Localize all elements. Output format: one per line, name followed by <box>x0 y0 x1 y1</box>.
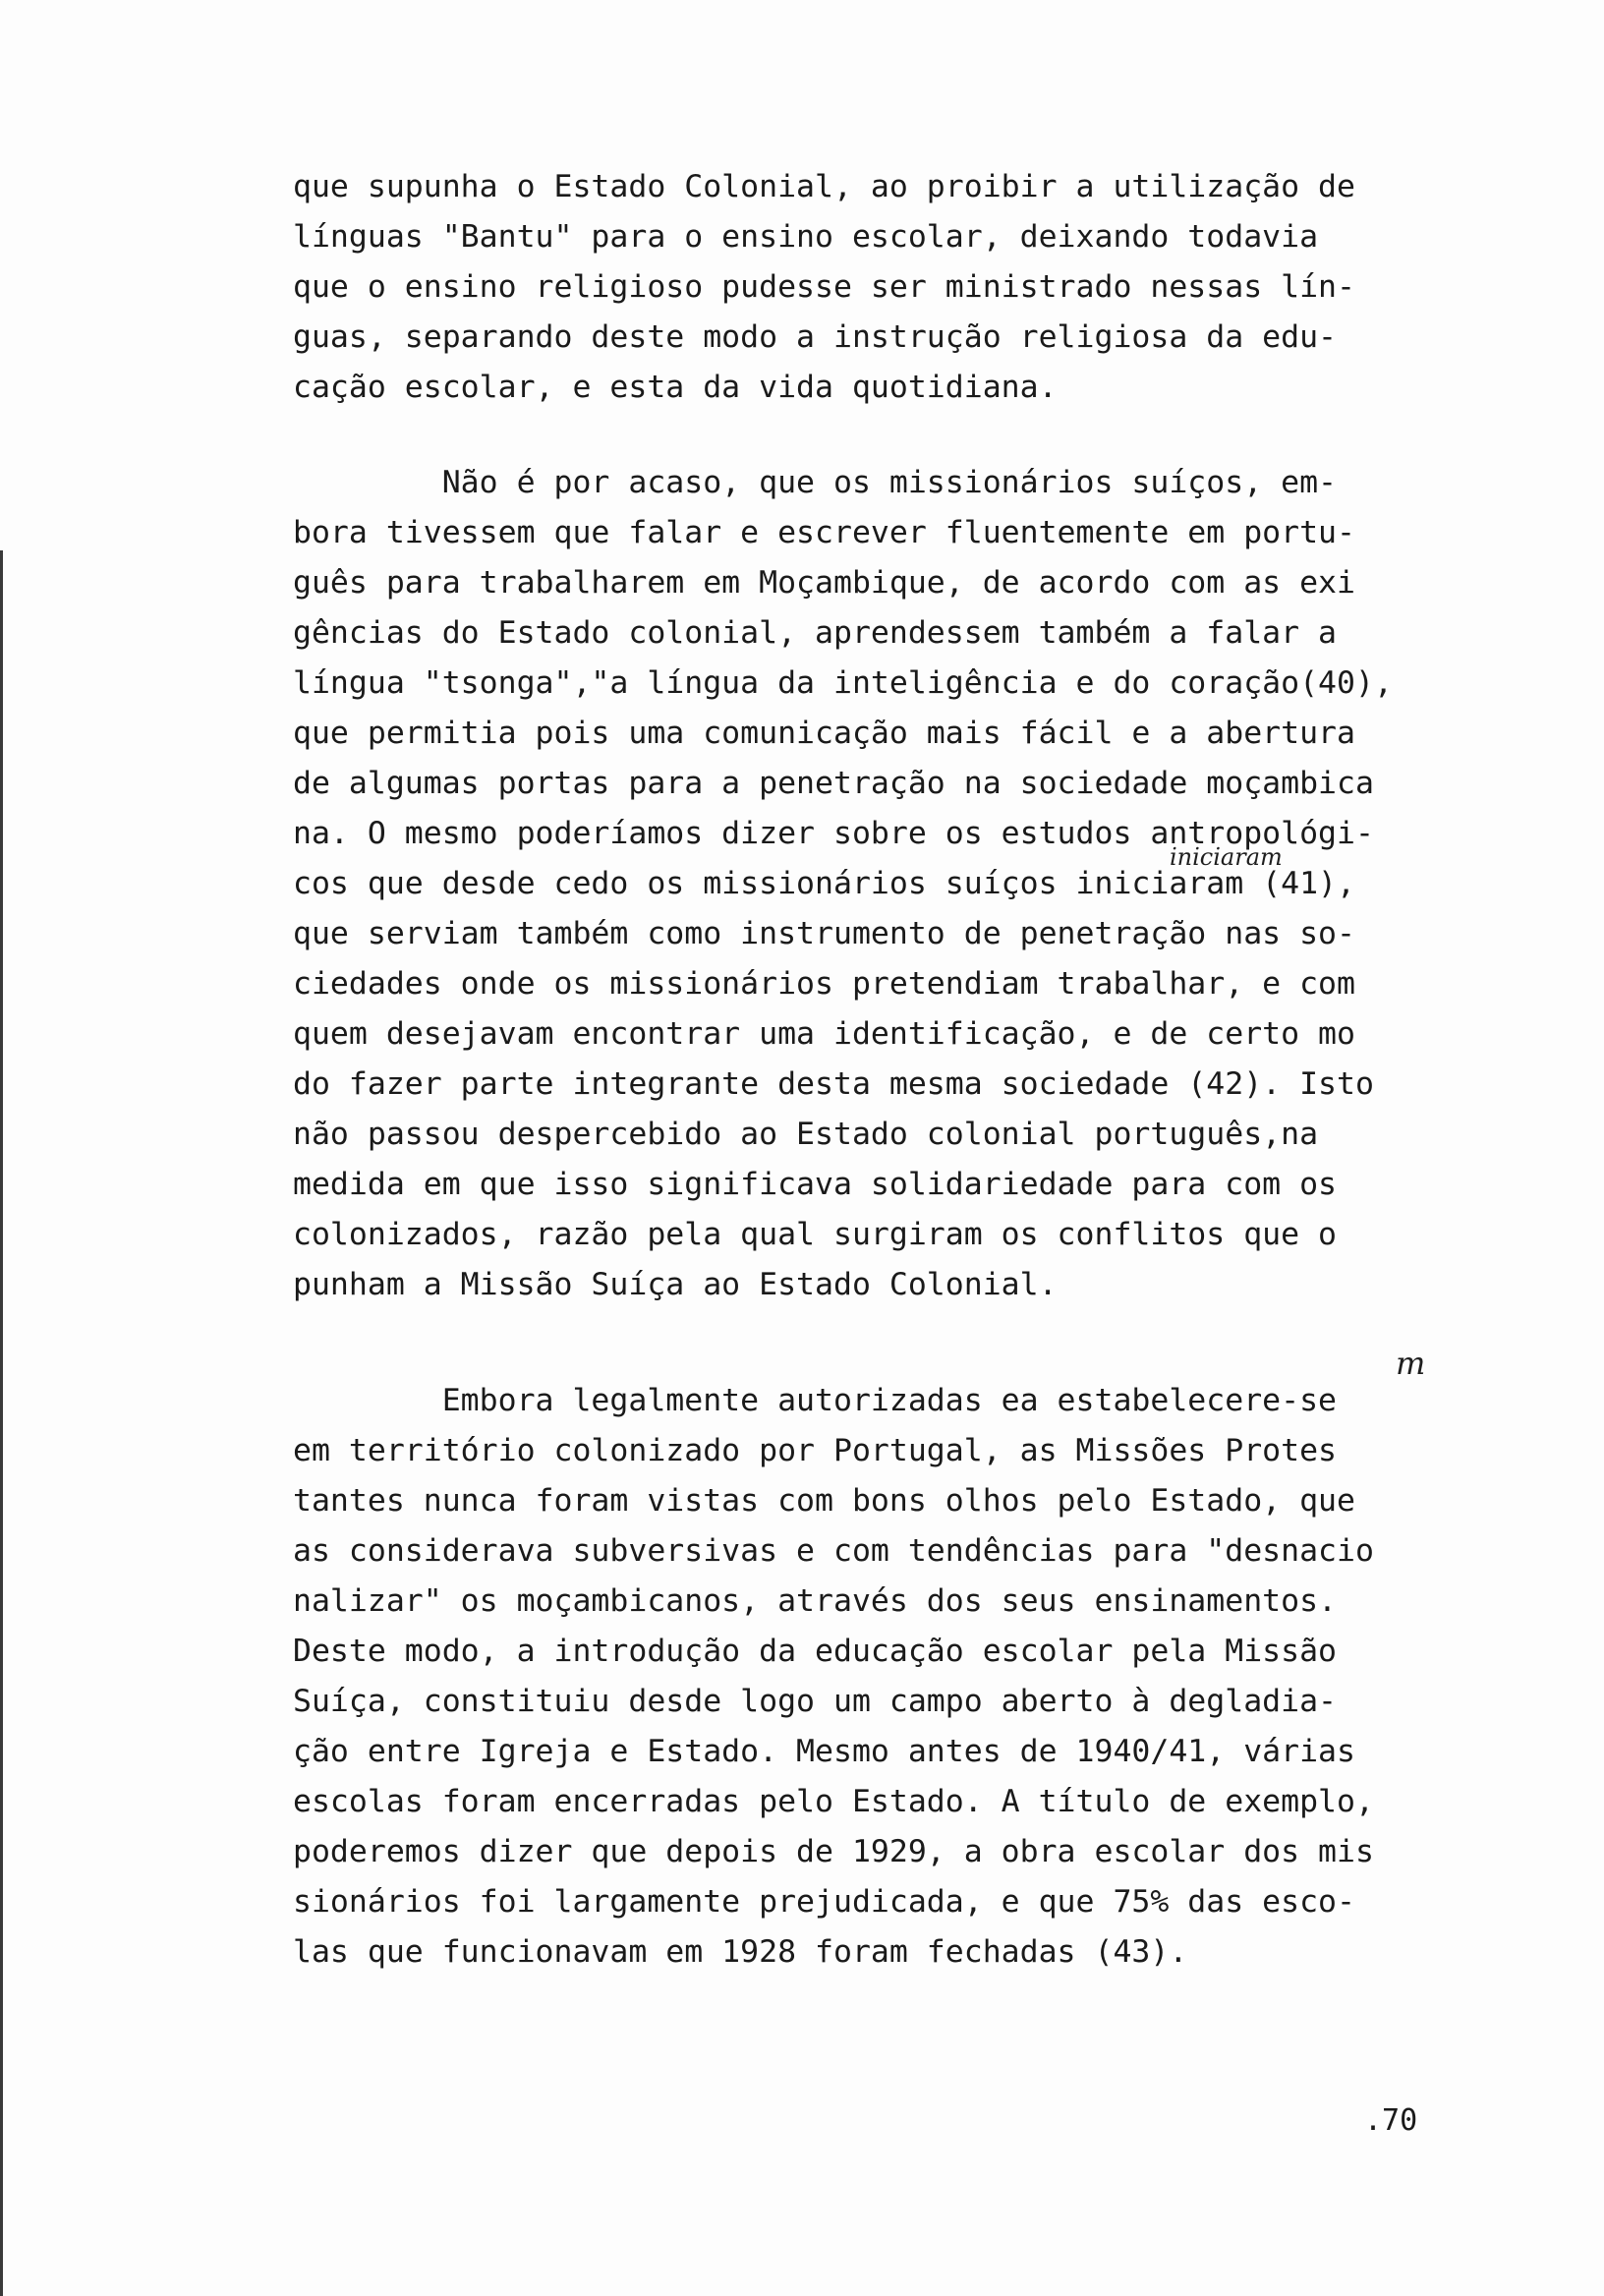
paragraph-2: Não é por acaso, que os missionários suíços, em- bora tivessem que falar e escrever fluentemente em portu- guês para trabalharem em Moçambique, de acordo com as exi gências do Estado colonial, aprendessem também a falar a língua "tsonga","a língua da inteligência e do coração(40), que permitia pois uma comunicação mais fácil e a abertura de algumas portas para a penetração na sociedade moçambica na. O mesmo poderíamos dizer sobre os estudos antropológi- cos que desde cedo os missionários suíços iniciaram (41), que serviam também como instrumento de penetração nas so- ciedades onde os missionários pretendiam trabalhar, e com quem desejavam encontrar uma identificação, e de certo mo do fazer parte integrante desta mesma sociedade (42). Isto não passou despercebido ao Estado colonial português,na medida em que isso significava solidariedade para com os colonizados, razão pela qual surgiram os conflitos que o punham a Missão Suíça ao Estado Colonial. <box>293 465 1393 1302</box>
paragraph-3: Embora legalmente autorizadas ea estabelecere-se em território colonizado por Portugal, as Missões Protes tantes nunca foram vistas com bons olhos pelo Estado, que as considerava subversivas e com tendências para "desnacio nalizar" os moçambicanos, através dos seus ensinamentos. Deste modo, a introdução da educação escolar pela Missão Suíça, constituiu desde logo um campo aberto à degladia- ção entre Igreja e Estado. Mesmo antes de 1940/41, várias escolas foram encerradas pelo Estado. A título de exemplo, poderemos dizer que depois de 1929, a obra escolar dos mis sionários foi largamente prejudicada, e que 75% das esco- las que funcionavam em 1928 foram fechadas (43). <box>293 1383 1374 1970</box>
handwritten-correction-m: m <box>1396 1345 1426 1382</box>
page-number: .70 <box>1364 2103 1418 2138</box>
page-left-edge-shadow <box>0 550 3 2296</box>
paragraph-1: que supunha o Estado Colonial, ao proibir a utilização de línguas "Bantu" para o ensino escolar, deixando todavia que o ensino religioso pudesse ser ministrado nessas lín- guas, separando deste modo a instrução religiosa da edu- cação escolar, e esta da vida quotidiana. <box>293 169 1355 405</box>
handwritten-correction-iniciaram: iniciaram <box>1170 843 1283 871</box>
